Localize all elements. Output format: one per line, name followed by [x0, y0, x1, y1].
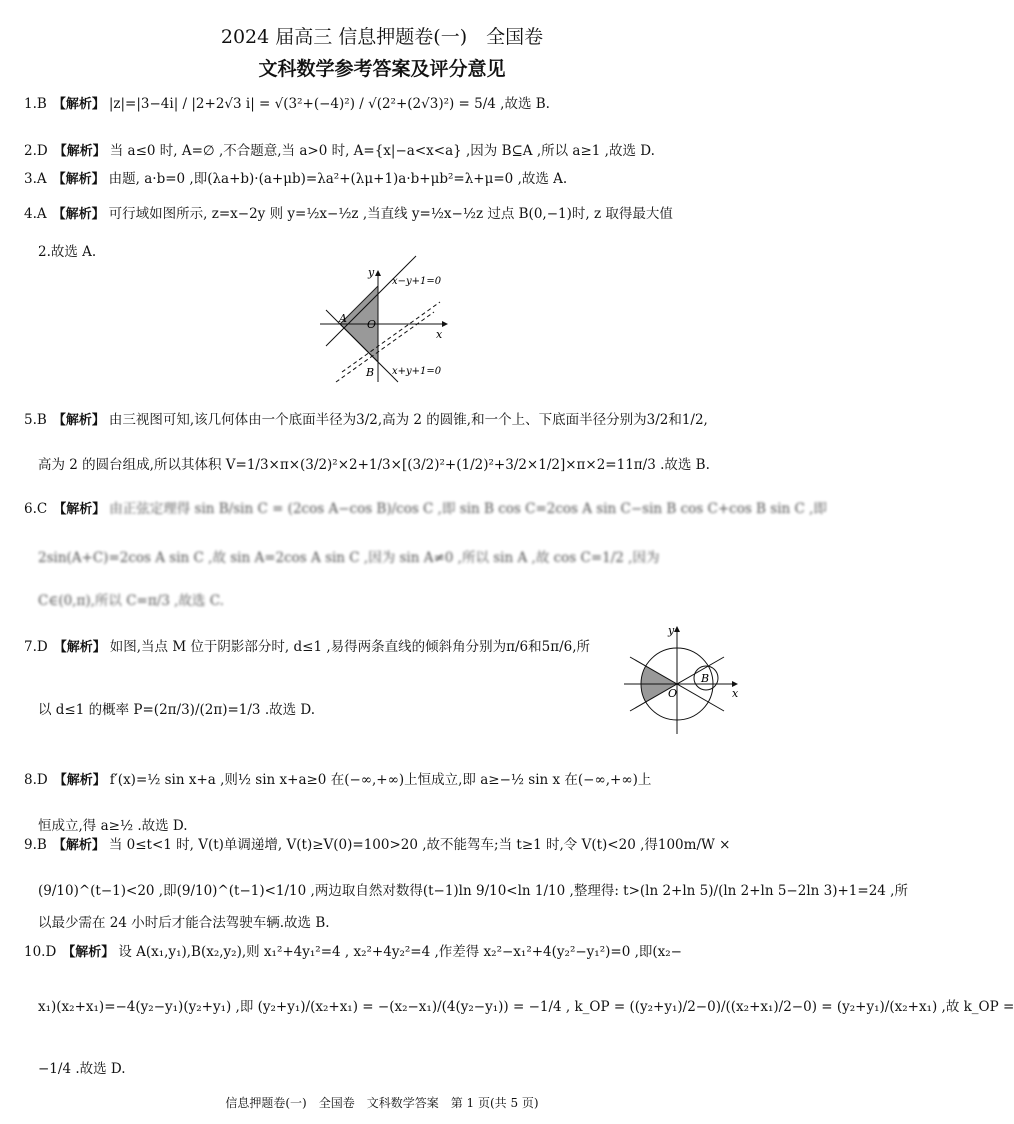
answer-text: 由正弦定理得 sin B/sin C = (2cos A−cos B)/cos C ,即 sin B cos C=2cos A sin C−sin B cos C+cos B sin C ,即 [109, 501, 827, 517]
answer-10-line-2: x₁)(x₂+x₁)=−4(y₂−y₁)(y₂+y₁) ,即 (y₂+y₁)/(x₂+x₁) = −(x₂−x₁)/(4(y₂−y₁)) = −1/4 , k_OP = ((y₂+y₁)/2−0)/((x₂+x₁)/2−0) = (y₂+y₁)/(x₂+x₁) ,故 k_OP = [38, 999, 1014, 1015]
answer-5 [24, 411, 744, 430]
answer-text: f′(x)=½ sin x+a ,则½ sin x+a≥0 在(−∞,+∞)上恒成立,即 a≥−½ sin x 在(−∞,+∞)上 [109, 772, 652, 788]
label-y: y [368, 266, 375, 279]
page-title: 2024 届高三 信息押题卷(一) 全国卷 [220, 26, 544, 48]
label-O: O [668, 687, 678, 700]
answer-number: 9.B [24, 837, 47, 853]
label-x-minus-y: x−y+1=0 [392, 276, 442, 287]
page-subtitle: 文科数学参考答案及评分意见 [258, 58, 506, 80]
answer-4-line-2: 2.故选 A. [38, 244, 97, 260]
answer-number: 2.D [24, 143, 48, 159]
answer-8 [24, 771, 744, 790]
answer-text: 可行域如图所示, z=x−2y 则 y=½x−½z ,当直线 y=½x−½z 过点 B(0,−1)时, z 取得最大值 [108, 206, 673, 222]
answer-number: 6.C [24, 501, 48, 517]
y-axis-arrow [674, 626, 680, 632]
answer-number: 10.D [24, 944, 57, 960]
y-axis-arrow [375, 270, 381, 276]
answer-number: 3.A [24, 171, 47, 187]
analysis-tag: 【解析】 [62, 945, 115, 960]
feasible-region-figure [312, 262, 472, 392]
analysis-tag: 【解析】 [53, 502, 106, 517]
answer-9-line-2: (9/10)^(t−1)<20 ,即(9/10)^(t−1)<1/10 ,两边取自然对数得(t−1)ln 9/10<ln 1/10 ,整理得: t>(ln 2+ln 5)/(ln 2+ln 5−2ln 3)+1=24 ,所 [38, 883, 908, 899]
answer-text: |z|=|3−4i| / |2+2√3 i| = √(3²+(−4)²) / √(2²+(2√3)²) = 5/4 ,故选 B. [108, 96, 550, 112]
analysis-tag: 【解析】 [52, 838, 105, 853]
label-x: x [732, 687, 739, 700]
answer-9-line-3: 以最少需在 24 小时后才能合法驾驶车辆.故选 B. [38, 915, 330, 931]
answer-9 [24, 836, 744, 855]
answer-number: 5.B [24, 412, 47, 428]
analysis-tag: 【解析】 [52, 97, 105, 112]
analysis-tag: 【解析】 [52, 172, 105, 187]
analysis-tag: 【解析】 [52, 413, 105, 428]
answer-5-line-2: 高为 2 的圆台组成,所以其体积 V=1/3×π×(3/2)²×2+1/3×[(3/2)²+(1/2)²+3/2×1/2]×π×2=11π/3 .故选 B. [38, 457, 710, 473]
answer-10 [24, 943, 744, 962]
answer-number: 4.A [24, 206, 47, 222]
analysis-tag: 【解析】 [53, 640, 106, 655]
unit-circle-figure [620, 622, 746, 742]
label-B: B [701, 672, 710, 685]
analysis-tag: 【解析】 [53, 773, 106, 788]
answer-number: 7.D [24, 639, 48, 655]
answer-10-line-3: −1/4 .故选 D. [38, 1061, 126, 1077]
answer-8-line-2: 恒成立,得 a≥½ .故选 D. [38, 818, 188, 834]
answer-3 [24, 170, 744, 189]
label-x: x [436, 328, 443, 341]
answer-text: 设 A(x₁,y₁),B(x₂,y₂),则 x₁²+4y₁²=4 , x₂²+4y₂²=4 ,作差得 x₂²−x₁²+4(y₂²−y₁²)=0 ,即(x₂− [118, 944, 682, 960]
answer-6 [24, 500, 827, 519]
answer-2 [24, 142, 744, 161]
answer-6-line-3: C∈(0,π),所以 C=π/3 ,故选 C. [38, 593, 224, 609]
label-y: y [668, 624, 675, 637]
answer-number: 8.D [24, 772, 48, 788]
answer-text: 由三视图可知,该几何体由一个底面半径为3/2,高为 2 的圆锥,和一个上、下底面半径分别为3/2和1/2, [108, 412, 708, 428]
answer-text: 当 0≤t<1 时, V(t)单调递增, V(t)≥V(0)=100>20 ,故不能驾车;当 t≥1 时,令 V(t)<20 ,得100m/W × [108, 837, 731, 853]
answer-4 [24, 205, 744, 224]
label-A: A [339, 312, 347, 325]
label-x-plus-y: x+y+1=0 [392, 366, 442, 377]
label-B: B [366, 366, 375, 379]
answer-text: 由题, a·b=0 ,即(λa+b)·(a+μb)=λa²+(λμ+1)a·b+μb²=λ+μ=0 ,故选 A. [108, 171, 568, 187]
x-axis-arrow [442, 321, 448, 327]
answer-text: 当 a≤0 时, A=∅ ,不合题意,当 a>0 时, A={x|−a<x<a} ,因为 B⊆A ,所以 a≥1 ,故选 D. [109, 143, 655, 159]
answer-text: 如图,当点 M 位于阴影部分时, d≤1 ,易得两条直线的倾斜角分别为π/6和5π/6,所 [109, 639, 591, 655]
page-footer: 信息押题卷(一) 全国卷 文科数学答案 第 1 页(共 5 页) [225, 1096, 539, 1110]
analysis-tag: 【解析】 [53, 144, 106, 159]
answer-7-line-2: 以 d≤1 的概率 P=(2π/3)/(2π)=1/3 .故选 D. [38, 702, 316, 718]
answer-number: 1.B [24, 96, 47, 112]
answer-6-line-2: 2sin(A+C)=2cos A sin C ,故 sin A=2cos A sin C ,因为 sin A≠0 ,所以 sin A ,故 cos C=1/2 ,因为 [38, 550, 660, 566]
answer-1 [24, 95, 744, 114]
analysis-tag: 【解析】 [52, 207, 105, 222]
label-O: O [367, 318, 377, 331]
